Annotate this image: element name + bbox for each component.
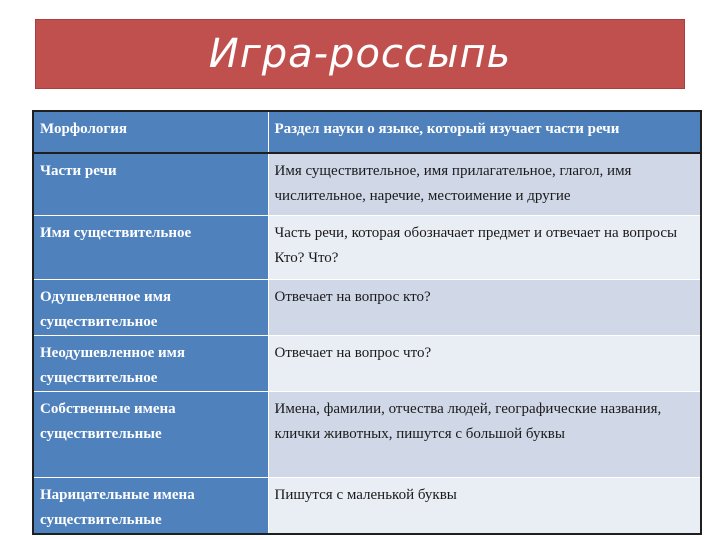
header-definition-cell: Раздел науки о языке, который изучает части речи — [268, 111, 701, 153]
definition-cell: Часть речи, которая обозначает предмет и отвечает на вопросы Кто? Что? — [268, 215, 701, 279]
term-cell: Имя существительное — [33, 215, 268, 279]
table-row — [33, 335, 701, 391]
table-row — [33, 391, 701, 477]
table-row — [33, 477, 701, 534]
terms-table — [32, 110, 702, 535]
definition-cell: Имя существительное, имя прилагательное, глагол, имя числительное, наречие, местоимение и другие — [268, 153, 701, 215]
table-row — [33, 279, 701, 335]
slide-title-banner — [35, 19, 685, 89]
term-cell: Неодушевленное имя существительное — [33, 335, 268, 391]
term-cell: Части речи — [33, 153, 268, 215]
definition-cell: Отвечает на вопрос что? — [268, 335, 701, 391]
term-cell: Собственные имена существительные — [33, 391, 268, 477]
table-header-row — [33, 111, 701, 153]
definition-cell: Пишутся с маленькой буквы — [268, 477, 701, 534]
term-cell: Одушевленное имя существительное — [33, 279, 268, 335]
definition-cell: Отвечает на вопрос кто? — [268, 279, 701, 335]
term-cell: Нарицательные имена существительные — [33, 477, 268, 534]
table-row — [33, 215, 701, 279]
table-row — [33, 153, 701, 215]
slide-title: Игра-россыпь — [208, 31, 512, 77]
header-term-cell: Морфология — [33, 111, 268, 153]
definition-cell: Имена, фамилии, отчества людей, географические названия, клички животных, пишутся с большой буквы — [268, 391, 701, 477]
